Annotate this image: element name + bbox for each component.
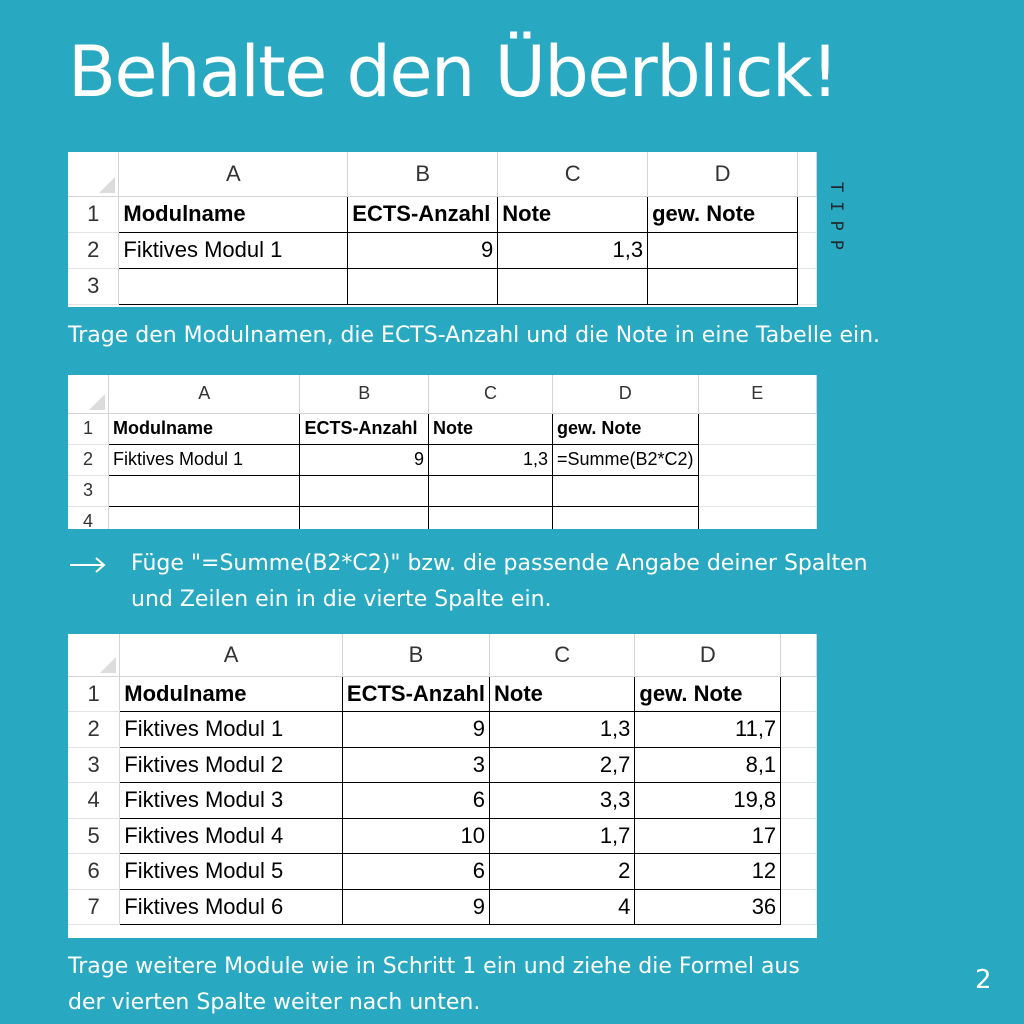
row-header[interactable]: 7 <box>68 889 120 925</box>
cell-d2[interactable]: 11,7 <box>635 712 781 748</box>
cell-b7[interactable]: 9 <box>342 889 489 925</box>
sheet-table <box>68 634 817 925</box>
spreadsheet-step-3 <box>68 634 817 938</box>
column-header-row <box>68 375 817 413</box>
cell-d4[interactable]: 19,8 <box>635 783 781 819</box>
cell-b3[interactable] <box>300 475 429 506</box>
cell-a4[interactable] <box>109 506 300 529</box>
table-row <box>68 475 817 506</box>
table-row <box>68 818 817 854</box>
cell-a3[interactable] <box>119 268 348 304</box>
cell-b6[interactable]: 6 <box>342 854 489 890</box>
cell-c3[interactable] <box>498 268 648 304</box>
cell-blank <box>781 783 817 819</box>
step-2-caption-line-1: Füge "=Summe(B2*C2)" bzw. die passende Angabe deiner Spalten <box>131 551 868 576</box>
cell-a7[interactable]: Fiktives Modul 6 <box>120 889 343 925</box>
column-header-d[interactable]: D <box>648 152 798 196</box>
cell-e4[interactable] <box>698 506 816 529</box>
table-row <box>68 783 817 819</box>
cell-blank <box>781 854 817 890</box>
cell-c4[interactable]: 3,3 <box>490 783 635 819</box>
cell-e2[interactable] <box>698 444 816 475</box>
cell-c7[interactable]: 4 <box>490 889 635 925</box>
cell-blank <box>781 818 817 854</box>
cell-blank <box>797 196 816 232</box>
cell-b1[interactable]: ECTS-Anzahl <box>348 196 498 232</box>
select-all-triangle-icon <box>100 657 116 673</box>
select-all-triangle-icon <box>89 394 105 410</box>
column-header-b[interactable]: B <box>342 634 489 676</box>
column-header-c[interactable]: C <box>429 375 553 413</box>
cell-c3[interactable]: 2,7 <box>490 747 635 783</box>
table-row <box>68 889 817 925</box>
cell-blank <box>781 712 817 748</box>
cell-c1[interactable]: Note <box>490 676 635 712</box>
column-header-d[interactable]: D <box>552 375 698 413</box>
cell-d2[interactable] <box>648 232 798 268</box>
column-header-a[interactable]: A <box>109 375 300 413</box>
column-header-b[interactable]: B <box>348 152 498 196</box>
cell-c2[interactable]: 1,3 <box>429 444 553 475</box>
step-3-caption-line-1: Trage weitere Module wie in Schritt 1 ein und ziehe die Formel aus <box>68 954 800 979</box>
row-header[interactable]: 6 <box>68 854 120 890</box>
select-all-corner[interactable] <box>68 634 120 676</box>
column-header-e[interactable]: E <box>698 375 816 413</box>
cell-c6[interactable]: 2 <box>490 854 635 890</box>
cell-blank <box>781 747 817 783</box>
cell-a3[interactable] <box>109 475 300 506</box>
cell-c2[interactable]: 1,3 <box>498 232 648 268</box>
row-header[interactable]: 2 <box>68 232 119 268</box>
cell-d3[interactable] <box>648 268 798 304</box>
sheet-table <box>68 375 817 529</box>
row-header[interactable]: 1 <box>68 676 120 712</box>
row-header[interactable]: 5 <box>68 818 120 854</box>
table-row <box>68 268 817 304</box>
cell-b5[interactable]: 10 <box>342 818 489 854</box>
row-header[interactable]: 3 <box>68 268 119 304</box>
row-header[interactable]: 1 <box>68 413 109 444</box>
cell-a5[interactable]: Fiktives Modul 4 <box>120 818 343 854</box>
cell-a2[interactable]: Fiktives Modul 1 <box>119 232 348 268</box>
cell-a2[interactable]: Fiktives Modul 1 <box>109 444 300 475</box>
cell-c5[interactable]: 1,7 <box>490 818 635 854</box>
spreadsheet-step-1 <box>68 152 817 307</box>
arrow-right-icon <box>68 550 108 580</box>
cell-blank <box>797 232 816 268</box>
cell-d1[interactable]: gew. Note <box>648 196 798 232</box>
cell-a1[interactable]: Modulname <box>119 196 348 232</box>
cell-b3[interactable] <box>348 268 498 304</box>
cell-c3[interactable] <box>429 475 553 506</box>
column-header-a[interactable]: A <box>120 634 343 676</box>
table-row <box>68 413 817 444</box>
cell-a1[interactable]: Modulname <box>109 413 300 444</box>
row-header[interactable]: 2 <box>68 444 109 475</box>
cell-b2[interactable]: 9 <box>342 712 489 748</box>
cell-a1[interactable]: Modulname <box>120 676 343 712</box>
step-2-caption-line-2: und Zeilen ein in die vierte Spalte ein. <box>131 587 552 612</box>
column-header-blank <box>797 152 816 196</box>
cell-c4[interactable] <box>429 506 553 529</box>
select-all-corner[interactable] <box>68 152 119 196</box>
column-header-a[interactable]: A <box>119 152 348 196</box>
table-row <box>68 196 817 232</box>
cell-blank <box>797 268 816 304</box>
cell-b2[interactable]: 9 <box>348 232 498 268</box>
row-header[interactable]: 4 <box>68 506 109 529</box>
cell-b4[interactable] <box>300 506 429 529</box>
cell-d6[interactable]: 12 <box>635 854 781 890</box>
column-header-d[interactable]: D <box>635 634 781 676</box>
cell-a4[interactable]: Fiktives Modul 3 <box>120 783 343 819</box>
row-header[interactable]: 1 <box>68 196 119 232</box>
cell-a6[interactable]: Fiktives Modul 5 <box>120 854 343 890</box>
step-2-caption <box>131 546 868 618</box>
column-header-c[interactable]: C <box>490 634 635 676</box>
cell-d4[interactable] <box>552 506 698 529</box>
table-row <box>68 712 817 748</box>
spreadsheet-step-2 <box>68 375 817 529</box>
cell-b1[interactable]: ECTS-Anzahl <box>342 676 489 712</box>
tipp-label: TIPP <box>826 182 846 259</box>
row-header[interactable]: 3 <box>68 475 109 506</box>
table-row <box>68 506 817 529</box>
cell-blank <box>781 676 817 712</box>
cell-c1[interactable]: Note <box>498 196 648 232</box>
column-header-c[interactable]: C <box>498 152 648 196</box>
cell-a2[interactable]: Fiktives Modul 1 <box>120 712 343 748</box>
cell-c1[interactable]: Note <box>429 413 553 444</box>
step-3-caption <box>68 949 800 1021</box>
cell-c2[interactable]: 1,3 <box>490 712 635 748</box>
cell-d1[interactable]: gew. Note <box>635 676 781 712</box>
table-row <box>68 747 817 783</box>
row-header[interactable]: 3 <box>68 747 120 783</box>
page-number: 2 <box>975 965 992 995</box>
cell-d5[interactable]: 17 <box>635 818 781 854</box>
cell-b1[interactable]: ECTS-Anzahl <box>300 413 429 444</box>
select-all-corner[interactable] <box>68 375 109 413</box>
row-header[interactable]: 2 <box>68 712 120 748</box>
cell-d3[interactable] <box>552 475 698 506</box>
cell-e3[interactable] <box>698 475 816 506</box>
table-row <box>68 854 817 890</box>
cell-a3[interactable]: Fiktives Modul 2 <box>120 747 343 783</box>
step-3-caption-line-2: der vierten Spalte weiter nach unten. <box>68 990 481 1015</box>
table-row <box>68 232 817 268</box>
cell-e1[interactable] <box>698 413 816 444</box>
table-row <box>68 444 817 475</box>
column-header-b[interactable]: B <box>300 375 429 413</box>
cell-d3[interactable]: 8,1 <box>635 747 781 783</box>
cell-b4[interactable]: 6 <box>342 783 489 819</box>
cell-d7[interactable]: 36 <box>635 889 781 925</box>
cell-d2[interactable]: =Summe(B2*C2) <box>552 444 698 475</box>
column-header-row <box>68 634 817 676</box>
column-header-blank <box>781 634 817 676</box>
table-row <box>68 676 817 712</box>
page-title: Behalte den Überblick! <box>68 31 838 113</box>
cell-blank <box>781 889 817 925</box>
select-all-triangle-icon <box>99 177 115 193</box>
step-1-caption: Trage den Modulnamen, die ECTS-Anzahl und die Note in eine Tabelle ein. <box>68 323 881 348</box>
cell-d1[interactable]: gew. Note <box>552 413 698 444</box>
cell-b3[interactable]: 3 <box>342 747 489 783</box>
cell-b2[interactable]: 9 <box>300 444 429 475</box>
sheet-table <box>68 152 817 305</box>
column-header-row <box>68 152 817 196</box>
row-header[interactable]: 4 <box>68 783 120 819</box>
